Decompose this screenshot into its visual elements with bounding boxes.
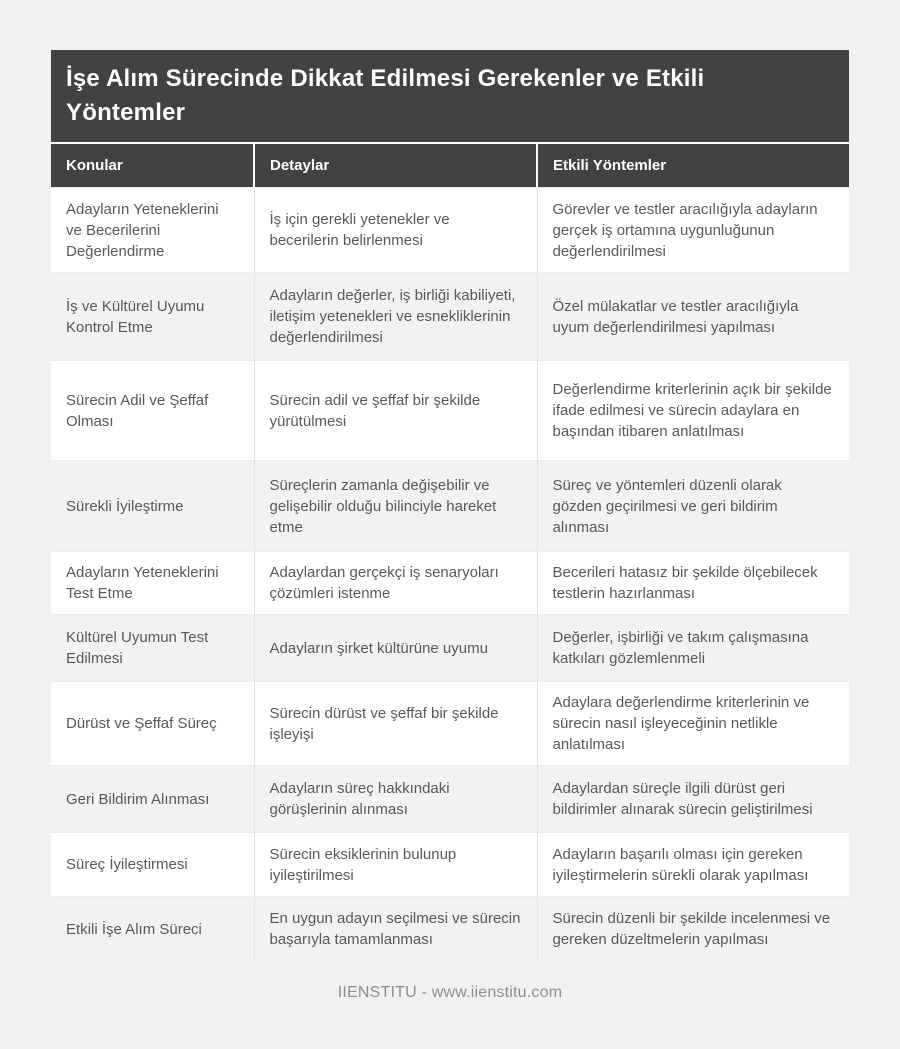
method-cell: Becerileri hatasız bir şekilde ölçebilecek testlerin hazırlanması [537, 552, 849, 615]
title-bar [51, 50, 849, 142]
topic-cell: İş ve Kültürel Uyumu Kontrol Etme [51, 273, 254, 361]
table-row [51, 188, 849, 273]
detail-cell: Sürecin eksiklerinin bulunup iyileştirilmesi [254, 833, 537, 897]
table-row [51, 682, 849, 766]
table-header [51, 143, 849, 188]
table-row [51, 833, 849, 897]
topic-cell: Süreç İyileştirmesi [51, 833, 254, 897]
column-header-topics: Konular [51, 143, 254, 188]
topic-cell: Kültürel Uyumun Test Edilmesi [51, 615, 254, 682]
detail-cell: İş için gerekli yetenekler ve becerilerin belirlenmesi [254, 188, 537, 273]
header-row [51, 143, 849, 188]
method-cell: Sürecin düzenli bir şekilde incelenmesi ve gereken düzeltmelerin yapılması [537, 897, 849, 962]
recruitment-table [51, 142, 849, 962]
page-title: İşe Alım Sürecinde Dikkat Edilmesi Gerekenler ve Etkili Yöntemler [66, 64, 705, 126]
table-card [51, 0, 849, 1002]
topic-cell: Etkili İşe Alım Süreci [51, 897, 254, 962]
topic-cell: Adayların Yeteneklerini Test Etme [51, 552, 254, 615]
topic-cell: Geri Bildirim Alınması [51, 766, 254, 833]
table-row [51, 897, 849, 962]
detail-cell: Adayların süreç hakkındaki görüşlerinin alınması [254, 766, 537, 833]
table-row [51, 552, 849, 615]
footer-credit: IIENSTITU - www.iienstitu.com [337, 983, 563, 1001]
topic-cell: Adayların Yeteneklerini ve Becerilerini Değerlendirme [51, 188, 254, 273]
detail-cell: Süreçlerin zamanla değişebilir ve gelişebilir olduğu bilinciyle hareket etme [254, 461, 537, 552]
method-cell: Değerler, işbirliği ve takım çalışmasına katkıları gözlemlenmeli [537, 615, 849, 682]
method-cell: Adaylardan süreçle ilgili dürüst geri bildirimler alınarak sürecin geliştirilmesi [537, 766, 849, 833]
column-header-details: Detaylar [254, 143, 537, 188]
table-row [51, 766, 849, 833]
method-cell: Adaylara değerlendirme kriterlerinin ve sürecin nasıl işleyeceğinin netlikle anlatılması [537, 682, 849, 766]
method-cell: Süreç ve yöntemleri düzenli olarak gözden geçirilmesi ve geri bildirim alınması [537, 461, 849, 552]
table-row [51, 615, 849, 682]
table-row [51, 461, 849, 552]
detail-cell: Sürecin adil ve şeffaf bir şekilde yürütülmesi [254, 361, 537, 461]
detail-cell: Adaylardan gerçekçi iş senaryoları çözümleri istenme [254, 552, 537, 615]
method-cell: Özel mülakatlar ve testler aracılığıyla uyum değerlendirilmesi yapılması [537, 273, 849, 361]
detail-cell: En uygun adayın seçilmesi ve sürecin başarıyla tamamlanması [254, 897, 537, 962]
method-cell: Adayların başarılı olması için gereken iyileştirmelerin sürekli olarak yapılması [537, 833, 849, 897]
topic-cell: Sürekli İyileştirme [51, 461, 254, 552]
detail-cell: Adayların değerler, iş birliği kabiliyeti, iletişim yetenekleri ve esnekliklerinin değerlendirilmesi [254, 273, 537, 361]
table-row [51, 361, 849, 461]
topic-cell: Dürüst ve Şeffaf Süreç [51, 682, 254, 766]
column-header-methods: Etkili Yöntemler [537, 143, 849, 188]
method-cell: Görevler ve testler aracılığıyla adayların gerçek iş ortamına uygunluğunun değerlendirilmesi [537, 188, 849, 273]
table-body [51, 188, 849, 962]
topic-cell: Sürecin Adil ve Şeffaf Olması [51, 361, 254, 461]
detail-cell: Sürecin dürüst ve şeffaf bir şekilde işleyişi [254, 682, 537, 766]
detail-cell: Adayların şirket kültürüne uyumu [254, 615, 537, 682]
method-cell: Değerlendirme kriterlerinin açık bir şekilde ifade edilmesi ve sürecin adaylara en başından itibaren anlatılması [537, 361, 849, 461]
table-row [51, 273, 849, 361]
